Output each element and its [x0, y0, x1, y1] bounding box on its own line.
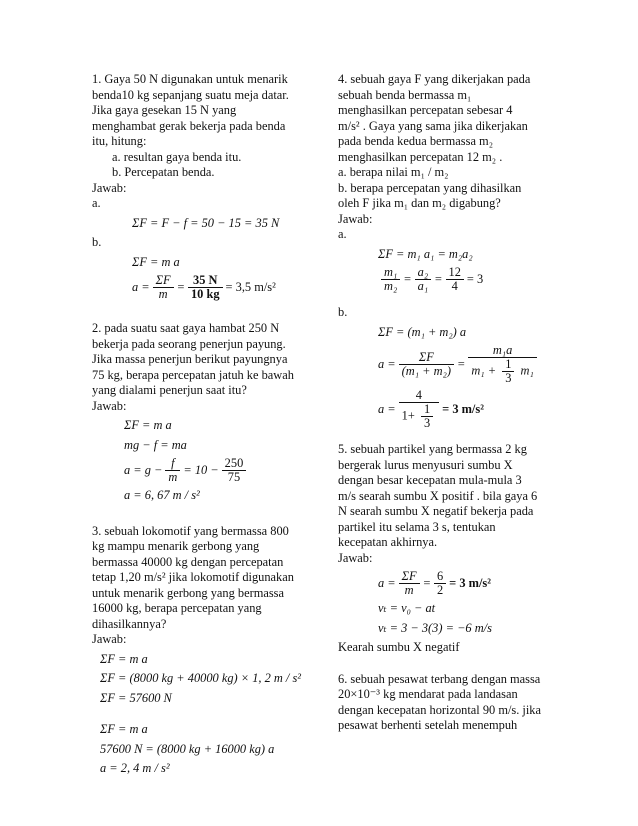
frac-num: 4 [399, 389, 440, 403]
q1-eq-b2-lhs: a = [132, 279, 150, 294]
q4-eq-b2-frac1 [399, 351, 454, 378]
spacer [338, 434, 560, 442]
q5-eq3: vₜ = 3 − 3(3) = −6 m/s [378, 620, 492, 635]
q5-line: dengan besar kecepatan mula-mula 3 [338, 473, 522, 487]
q4-eq-b3-lhs: a = [378, 401, 396, 416]
frac-den: a₁ [417, 279, 429, 293]
q4-eq-b2 [338, 344, 560, 385]
q2-eq3-frac1 [165, 457, 180, 484]
q5-eq1 [338, 570, 560, 597]
frac-num: m₁a [468, 344, 536, 358]
q5-line: 5. sebuah partikel yang bermassa 2 kg [338, 442, 527, 456]
q4-line: 4. sebuah gaya F yang dikerjakan pada [338, 72, 531, 86]
q5-eq1-lhs: a = [378, 575, 396, 590]
q4-jawab: Jawab: [338, 211, 373, 226]
q4-eq-b2-lhs: a = [378, 356, 396, 371]
frac-num: 1 [421, 403, 433, 417]
equals: = [403, 271, 412, 286]
q1-eq-b2-frac1 [153, 274, 174, 301]
question-1 [92, 72, 314, 301]
frac-num: a₂ [415, 266, 432, 280]
q3-eq6: a = 2, 4 m / s² [100, 761, 170, 775]
left-column [92, 72, 314, 781]
q4-eq-a2-frac3 [446, 266, 464, 293]
q2-line: 2. pada suatu saat gaya hambat 250 N [92, 321, 280, 335]
q3-line: dihasilkannya? [92, 616, 167, 631]
q1-b-label: b. [92, 235, 102, 249]
frac-num: ΣF [153, 274, 174, 288]
den-inner-frac [421, 403, 433, 430]
spacer [92, 710, 314, 718]
q2-eq4: a = 6, 67 m / s² [124, 488, 200, 502]
q2-eq3 [92, 457, 314, 484]
q5-jawab: Jawab: [338, 550, 373, 565]
q4-eq-b3-frac [399, 389, 440, 430]
den-inner-frac [502, 358, 514, 385]
frac-num: 12 [446, 266, 464, 280]
q2-jawab: Jawab: [92, 398, 127, 413]
frac-den: m₂ [384, 279, 398, 293]
q1-eq-b1: ΣF = m a [132, 254, 180, 269]
q4-eq-b1: ΣF = (m₁ + m₂) a [378, 324, 467, 339]
q1-eq-a: ΣF = F − f = 50 − 15 = 35 N [132, 215, 280, 230]
q4-eq-b3 [338, 389, 560, 430]
frac-den: m [158, 287, 168, 301]
q2-line: Jika massa penerjun berikut payungnya [92, 352, 288, 366]
q3-line: kg mampu menarik gerbong yang [92, 539, 260, 553]
q1-line: benda10 kg sepanjang suatu meja datar. [92, 87, 289, 102]
q5-conclusion: Kearah sumbu X negatif [338, 640, 460, 654]
frac-num: f [165, 457, 180, 471]
frac-den: 4 [451, 279, 458, 293]
question-6 [338, 672, 560, 734]
spacer [338, 297, 560, 305]
equals: = [434, 271, 443, 286]
q4-eq-a2 [338, 266, 560, 293]
q4-line: menghasilkan percepatan sebesar 4 [338, 103, 513, 117]
q2-eq3-frac2 [222, 457, 247, 484]
q2-eq3-mid: = 10 − [183, 462, 219, 477]
q4-line: b. berapa percepatan yang dihasilkan [338, 180, 522, 195]
q5-eq1-rhs: = 3 m/s² [449, 575, 491, 590]
q4-line: sebuah benda bermassa m₁ [338, 87, 472, 102]
q5-line: kecepatan akhirnya. [338, 535, 438, 549]
den-pre: m₁ + [471, 363, 497, 378]
q5-eq1-frac1 [399, 570, 420, 597]
question-3 [92, 524, 314, 777]
q4-eq-a2-frac1 [381, 266, 400, 293]
frac-num: ΣF [399, 351, 454, 365]
q1-line: Jika gaya gesekan 15 N yang [92, 103, 237, 117]
q6-line: 20×10⁻³ kg mendarat pada landasan [338, 687, 518, 701]
q5-eq1-frac2 [434, 570, 446, 597]
q3-eq3: ΣF = 57600 N [100, 690, 172, 705]
equals: = [422, 575, 431, 590]
q3-eq5: 57600 N = (8000 kg + 16000 kg) a [100, 741, 275, 756]
q1-a-label: a. [92, 196, 101, 210]
q1-line: 1. Gaya 50 N digunakan untuk menarik [92, 72, 288, 86]
right-column [338, 72, 560, 734]
q4-eq-b2-frac2 [468, 344, 536, 385]
q1-item-a: a. resultan gaya benda itu. [112, 149, 242, 164]
q3-jawab: Jawab: [92, 632, 127, 646]
frac-den: 2 [436, 583, 444, 597]
q3-eq2: ΣF = (8000 kg + 40000 kg) × 1, 2 m / s² [100, 671, 302, 685]
q1-eq-b2-mid: = [176, 279, 185, 294]
question-4 [338, 72, 560, 430]
spacer [92, 508, 314, 524]
q2-line: bekerja pada seorang penerjun payung. [92, 336, 286, 351]
q4-a-label: a. [338, 227, 347, 241]
q3-line: bermassa 40000 kg dengan percepatan [92, 554, 284, 569]
frac-num: 250 [222, 457, 247, 471]
q3-line: tetap 1,20 m/s² jika lokomotif digunakan [92, 570, 294, 584]
frac-den: 3 [505, 371, 512, 385]
q6-line: pesawat berhenti setelah menempuh [338, 718, 518, 732]
question-5 [338, 442, 560, 656]
q3-line: 16000 kg, berapa percepatan yang [92, 601, 262, 615]
q1-eq-b2 [92, 274, 314, 301]
q4-line: m/s² . Gaya yang sama jika dikerjakan [338, 118, 528, 133]
q4-eq-a1: ΣF = m₁ a₁ = m₂a₂ [378, 246, 473, 261]
q5-eq2: vₜ = v₀ − at [378, 601, 436, 615]
q2-line: 75 kg, berapa percepatan jatuh ke bawah [92, 367, 294, 382]
frac-den: 75 [227, 470, 241, 484]
q5-line: partikel itu selama 3 s, tentukan [338, 519, 496, 534]
q1-item-b: b. Percepatan benda. [112, 165, 215, 179]
spacer [338, 656, 560, 672]
q3-line: 3. sebuah lokomotif yang bermassa 800 [92, 523, 289, 538]
spacer [92, 305, 314, 321]
frac-den [399, 403, 440, 430]
q4-b-label: b. [338, 305, 348, 319]
frac-num: m₁ [381, 266, 400, 280]
frac-den: (m₁ + m₂) [401, 364, 451, 378]
q6-line: 6. sebuah pesawat terbang dengan massa [338, 671, 541, 686]
question-2 [92, 321, 314, 504]
q4-line: oleh F jika m₁ dan m₂ digabung? [338, 196, 501, 210]
den-post: m₁ [520, 363, 534, 378]
frac-num: 6 [434, 570, 446, 584]
q4-eq-a2-rhs: = 3 [466, 271, 484, 286]
q1-jawab: Jawab: [92, 180, 127, 195]
q2-line: yang dialami penerjun saat itu? [92, 383, 247, 397]
frac-den: 3 [423, 416, 431, 430]
frac-num: ΣF [399, 570, 420, 584]
q3-eq1: ΣF = m a [100, 651, 148, 666]
frac-den [468, 358, 536, 385]
frac-den: m [404, 583, 414, 597]
den-pre: 1+ [401, 408, 415, 423]
q2-eq3-lhs: a = g − [124, 462, 163, 477]
q5-line: N searah sumbu X negatif bekerja pada [338, 504, 534, 518]
q2-eq2: mg − f = ma [124, 437, 187, 452]
q5-line: bergerak lurus menyusuri sumbu X [338, 457, 513, 472]
q3-eq4: ΣF = m a [100, 722, 148, 736]
q4-line: pada benda kedua bermassa m₂ [338, 134, 494, 148]
q6-line: dengan kecepatan horizontal 90 m/s. jika [338, 702, 541, 717]
q3-line: untuk menarik gerbong yang bermassa [92, 585, 285, 600]
frac-den: m [168, 470, 178, 484]
q4-line: menghasilkan percepatan 12 m₂ . [338, 149, 503, 164]
frac-num: 1 [502, 358, 514, 372]
q1-eq-b2-frac2 [188, 274, 223, 301]
frac-den: 10 kg [190, 287, 220, 301]
q5-line: m/s searah sumbu X positif . bila gaya 6 [338, 488, 538, 503]
equals: = [456, 356, 466, 371]
q1-eq-b2-rhs: = 3,5 m/s² [225, 279, 276, 294]
q4-eq-a2-frac2 [415, 266, 432, 293]
q4-line: a. berapa nilai m₁ / m₂ [338, 165, 449, 179]
q1-line: itu, hitung: [92, 134, 147, 148]
frac-num: 35 N [188, 274, 223, 288]
q1-line: menghambat gerak bekerja pada benda [92, 118, 286, 133]
q4-eq-b3-rhs: = 3 m/s² [442, 401, 484, 416]
q2-eq1: ΣF = m a [124, 418, 172, 432]
